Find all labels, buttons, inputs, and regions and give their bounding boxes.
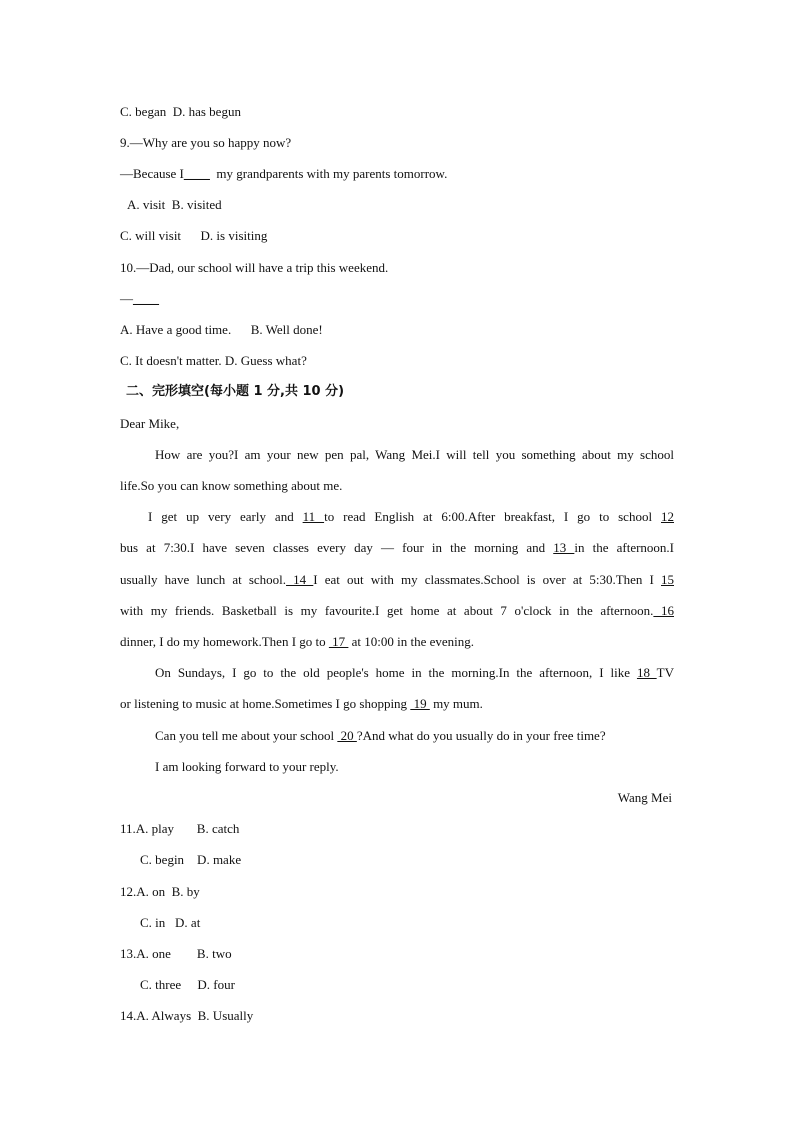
q11-options-ab: 11.A. play B. catch	[120, 821, 240, 836]
letter-greeting: Dear Mike,	[120, 416, 180, 431]
q13-options-cd: C. three D. four	[140, 977, 235, 992]
letter-paragraph-1-line-2: life.So you can know something about me.	[120, 478, 343, 493]
q9-blank: ____	[183, 166, 210, 181]
text-run: TV	[656, 665, 674, 680]
text-run: in the afternoon.I	[574, 540, 674, 555]
blank-15: 15	[661, 572, 674, 587]
q9-options-cd: C. will visit D. is visiting	[120, 228, 268, 243]
text-run: with my friends. Basketball is my favourite.I get home at about 7 o'clock in the afternoon.	[120, 603, 654, 618]
q10-reply-line	[120, 291, 159, 307]
text-run: dinner, I do my homework.Then I go to	[120, 634, 329, 649]
text-run: or listening to music at home.Sometimes I go shopping	[120, 696, 411, 711]
blank-14: 14	[286, 572, 314, 587]
letter-paragraph-2-line-3	[120, 572, 674, 588]
q9-answer-pre: —Because I	[120, 166, 184, 181]
letter-paragraph-4	[155, 728, 606, 744]
blank-11: 11	[302, 509, 325, 524]
letter-paragraph-1-line-1: How are you?I am your new pen pal, Wang Mei.I will tell you something about my school	[155, 447, 674, 462]
q9-answer-post: my grandparents with my parents tomorrow.	[209, 166, 448, 181]
q9-options-ab: A. visit B. visited	[127, 197, 222, 212]
letter-paragraph-2-line-4	[120, 603, 674, 619]
q10-question: 10.—Dad, our school will have a trip this weekend.	[120, 260, 389, 275]
q11-options-cd: C. begin D. make	[140, 852, 242, 867]
text-run: I eat out with my classmates.School is over at 5:30.Then I	[313, 572, 661, 587]
text-run: Can you tell me about your school	[155, 728, 338, 743]
text-run: ?And what do you usually do in your free time?	[356, 728, 606, 743]
q9-question: 9.—Why are you so happy now?	[120, 135, 292, 150]
q8-options-cd: C. began D. has begun	[120, 104, 241, 119]
text-run: On Sundays, I go to the old people's home in the morning.In the afternoon, I like	[155, 665, 637, 680]
letter-paragraph-2-line-2	[120, 540, 674, 556]
letter-paragraph-2-line-5	[120, 634, 474, 650]
blank-17: 17	[328, 634, 349, 649]
text-run: at 10:00 in the evening.	[348, 634, 475, 649]
text-run: I get up very early and	[148, 509, 303, 524]
q12-options-ab: 12.A. on B. by	[120, 884, 200, 899]
letter-paragraph-3-line-1	[155, 665, 674, 681]
q10-reply-dash: —	[120, 291, 133, 306]
letter-signature: Wang Mei	[617, 790, 672, 805]
letter-paragraph-3-line-2	[120, 696, 483, 712]
blank-13: 13	[553, 540, 575, 555]
blank-20: 20	[337, 728, 357, 743]
q12-options-cd: C. in D. at	[140, 915, 201, 930]
text-run: to read English at 6:00.After breakfast, I go to school	[324, 509, 661, 524]
q9-answer-line	[120, 166, 447, 182]
q10-blank: ____	[133, 291, 159, 306]
q10-options-cd: C. It doesn't matter. D. Guess what?	[120, 353, 307, 368]
q14-options-ab: 14.A. Always B. Usually	[120, 1008, 254, 1023]
q13-options-ab: 13.A. one B. two	[120, 946, 232, 961]
blank-18: 18	[636, 665, 657, 680]
section-heading-cloze: 二、完形填空(每小题 1 分,共 10 分)	[126, 384, 345, 399]
text-run: usually have lunch at school.	[120, 572, 287, 587]
letter-paragraph-2-line-1	[148, 509, 674, 525]
blank-19: 19	[410, 696, 430, 711]
text-run: bus at 7:30.I have seven classes every day — four in the morning and	[120, 540, 554, 555]
blank-12: 12	[661, 509, 674, 524]
blank-16: 16	[653, 603, 674, 618]
q10-options-ab: A. Have a good time. B. Well done!	[120, 322, 323, 337]
letter-paragraph-5: I am looking forward to your reply.	[155, 759, 339, 774]
text-run: my mum.	[429, 696, 483, 711]
